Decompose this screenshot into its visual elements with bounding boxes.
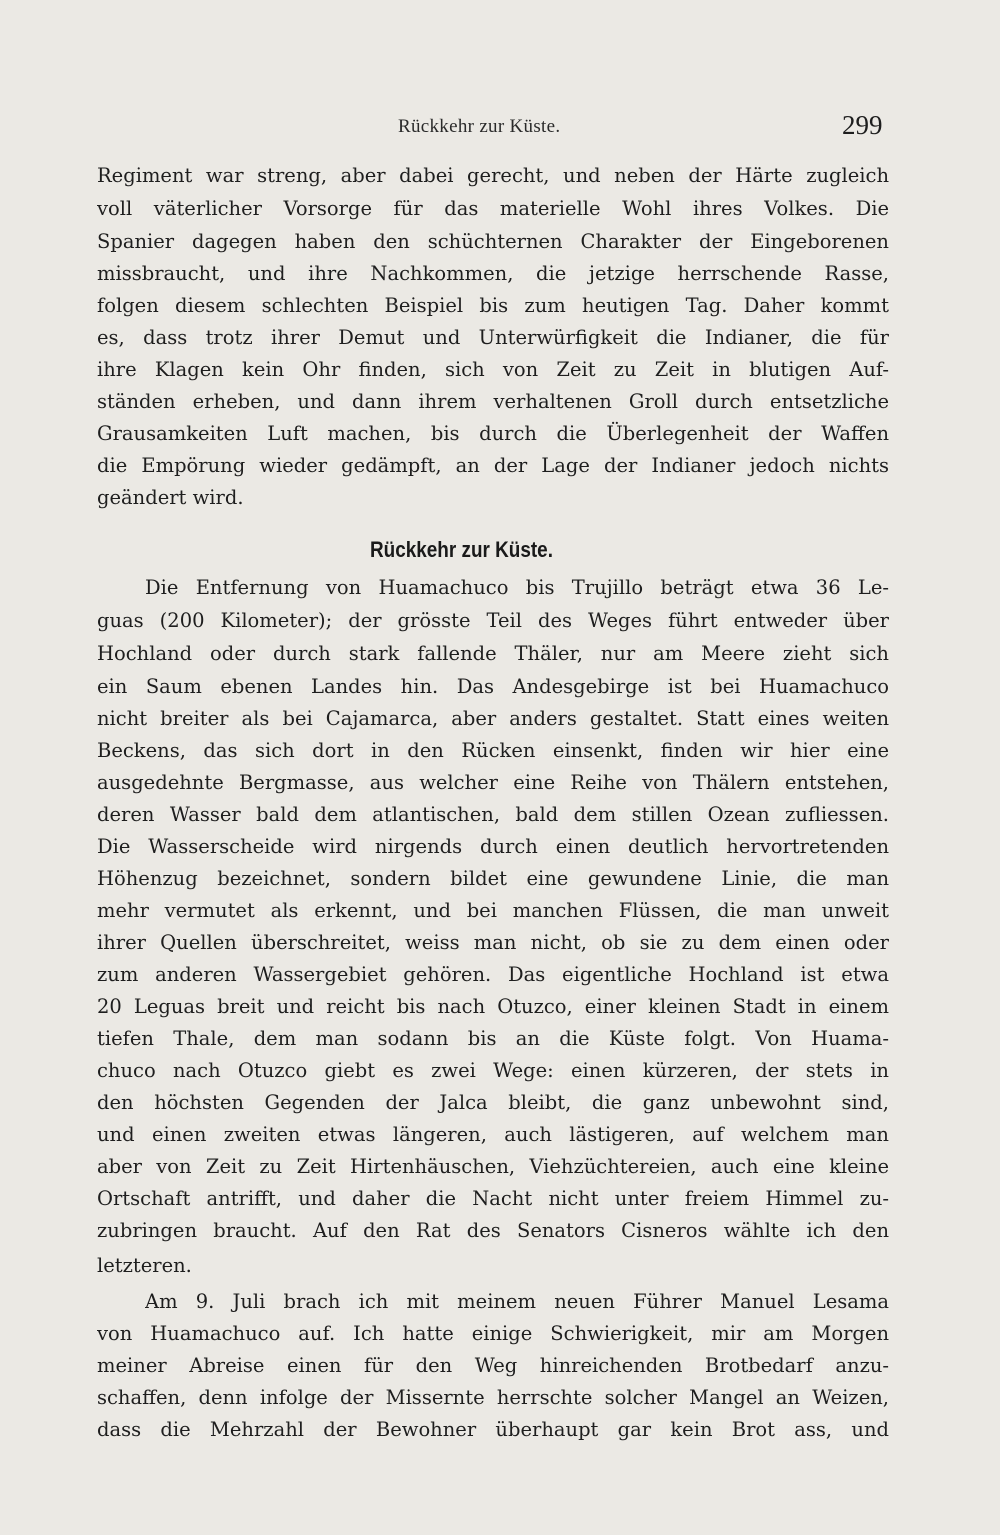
text-line: aber von Zeit zu Zeit Hirtenhäuschen, Viehzüchtereien, auch eine kleine — [97, 1155, 889, 1178]
text-line: geändert wird. — [97, 486, 244, 509]
text-line: mehr vermutet als erkennt, und bei manchen Flüssen, die man unweit — [97, 899, 889, 922]
text-line: und einen zweiten etwas längeren, auch lästigeren, auf welchem man — [97, 1123, 889, 1146]
text-line: ihre Klagen kein Ohr finden, sich von Zeit zu Zeit in blutigen Auf- — [97, 358, 889, 381]
text-line: die Empörung wieder gedämpft, an der Lage der Indianer jedoch nichts — [97, 454, 889, 477]
text-line: Die Entfernung von Huamachuco bis Trujillo beträgt etwa 36 Le- — [145, 576, 889, 599]
text-line: ihrer Quellen überschreitet, weiss man nicht, ob sie zu dem einen oder — [97, 931, 889, 954]
text-line: voll väterlicher Vorsorge für das materielle Wohl ihres Volkes. Die — [97, 197, 889, 220]
text-line: schaffen, denn infolge der Missernte herrschte solcher Mangel an Weizen, — [97, 1386, 889, 1409]
text-line: ein Saum ebenen Landes hin. Das Andesgebirge ist bei Huamachuco — [97, 675, 889, 698]
text-line: Regiment war streng, aber dabei gerecht, und neben der Härte zugleich — [97, 164, 889, 187]
text-line: meiner Abreise einen für den Weg hinreichenden Brotbedarf anzu- — [97, 1354, 889, 1377]
section-heading: Rückkehr zur Küste. — [370, 537, 553, 562]
text-line: missbraucht, und ihre Nachkommen, die jetzige herrschende Rasse, — [97, 262, 889, 285]
text-line: Spanier dagegen haben den schüchternen Charakter der Eingeborenen — [97, 230, 889, 253]
text-line: deren Wasser bald dem atlantischen, bald dem stillen Ozean zufliessen. — [97, 803, 889, 826]
page-number: 299 — [842, 110, 883, 140]
text-line: chuco nach Otuzco giebt es zwei Wege: einen kürzeren, der stets in — [97, 1059, 889, 1082]
running-header: Rückkehr zur Küste. — [398, 116, 561, 137]
text-line: ausgedehnte Bergmasse, aus welcher eine Reihe von Thälern entstehen, — [97, 771, 889, 794]
text-line: von Huamachuco auf. Ich hatte einige Schwierigkeit, mir am Morgen — [97, 1322, 889, 1345]
text-line: zum anderen Wassergebiet gehören. Das eigentliche Hochland ist etwa — [97, 963, 889, 986]
text-line: es, dass trotz ihrer Demut und Unterwürfigkeit die Indianer, die für — [97, 326, 889, 349]
text-line: Grausamkeiten Luft machen, bis durch die Überlegenheit der Waffen — [97, 422, 889, 445]
text-line: zubringen braucht. Auf den Rat des Senators Cisneros wählte ich den — [97, 1219, 889, 1242]
text-line: folgen diesem schlechten Beispiel bis zum heutigen Tag. Daher kommt — [97, 294, 889, 317]
text-line: Höhenzug bezeichnet, sondern bildet eine gewundene Linie, die man — [97, 867, 889, 890]
text-line: Beckens, das sich dort in den Rücken einsenkt, finden wir hier eine — [97, 739, 889, 762]
text-line: Hochland oder durch stark fallende Thäler, nur am Meere zieht sich — [97, 642, 889, 665]
text-line: ständen erheben, und dann ihrem verhaltenen Groll durch entsetzliche — [97, 390, 889, 413]
text-line: Ortschaft antrifft, und daher die Nacht nicht unter freiem Himmel zu- — [97, 1187, 889, 1210]
text-line: Die Wasserscheide wird nirgends durch einen deutlich hervortretenden — [97, 835, 889, 858]
text-line: den höchsten Gegenden der Jalca bleibt, die ganz unbewohnt sind, — [97, 1091, 889, 1114]
text-line: letzteren. — [97, 1254, 192, 1277]
text-line: 20 Leguas breit und reicht bis nach Otuzco, einer kleinen Stadt in einem — [97, 995, 889, 1018]
text-line: tiefen Thale, dem man sodann bis an die Küste folgt. Von Huama- — [97, 1027, 889, 1050]
text-line: Am 9. Juli brach ich mit meinem neuen Führer Manuel Lesama — [145, 1290, 889, 1313]
text-line: nicht breiter als bei Cajamarca, aber anders gestaltet. Statt eines weiten — [97, 707, 889, 730]
text-line: guas (200 Kilometer); der grösste Teil des Weges führt entweder über — [97, 609, 889, 632]
text-line: dass die Mehrzahl der Bewohner überhaupt gar kein Brot ass, und — [97, 1418, 889, 1441]
